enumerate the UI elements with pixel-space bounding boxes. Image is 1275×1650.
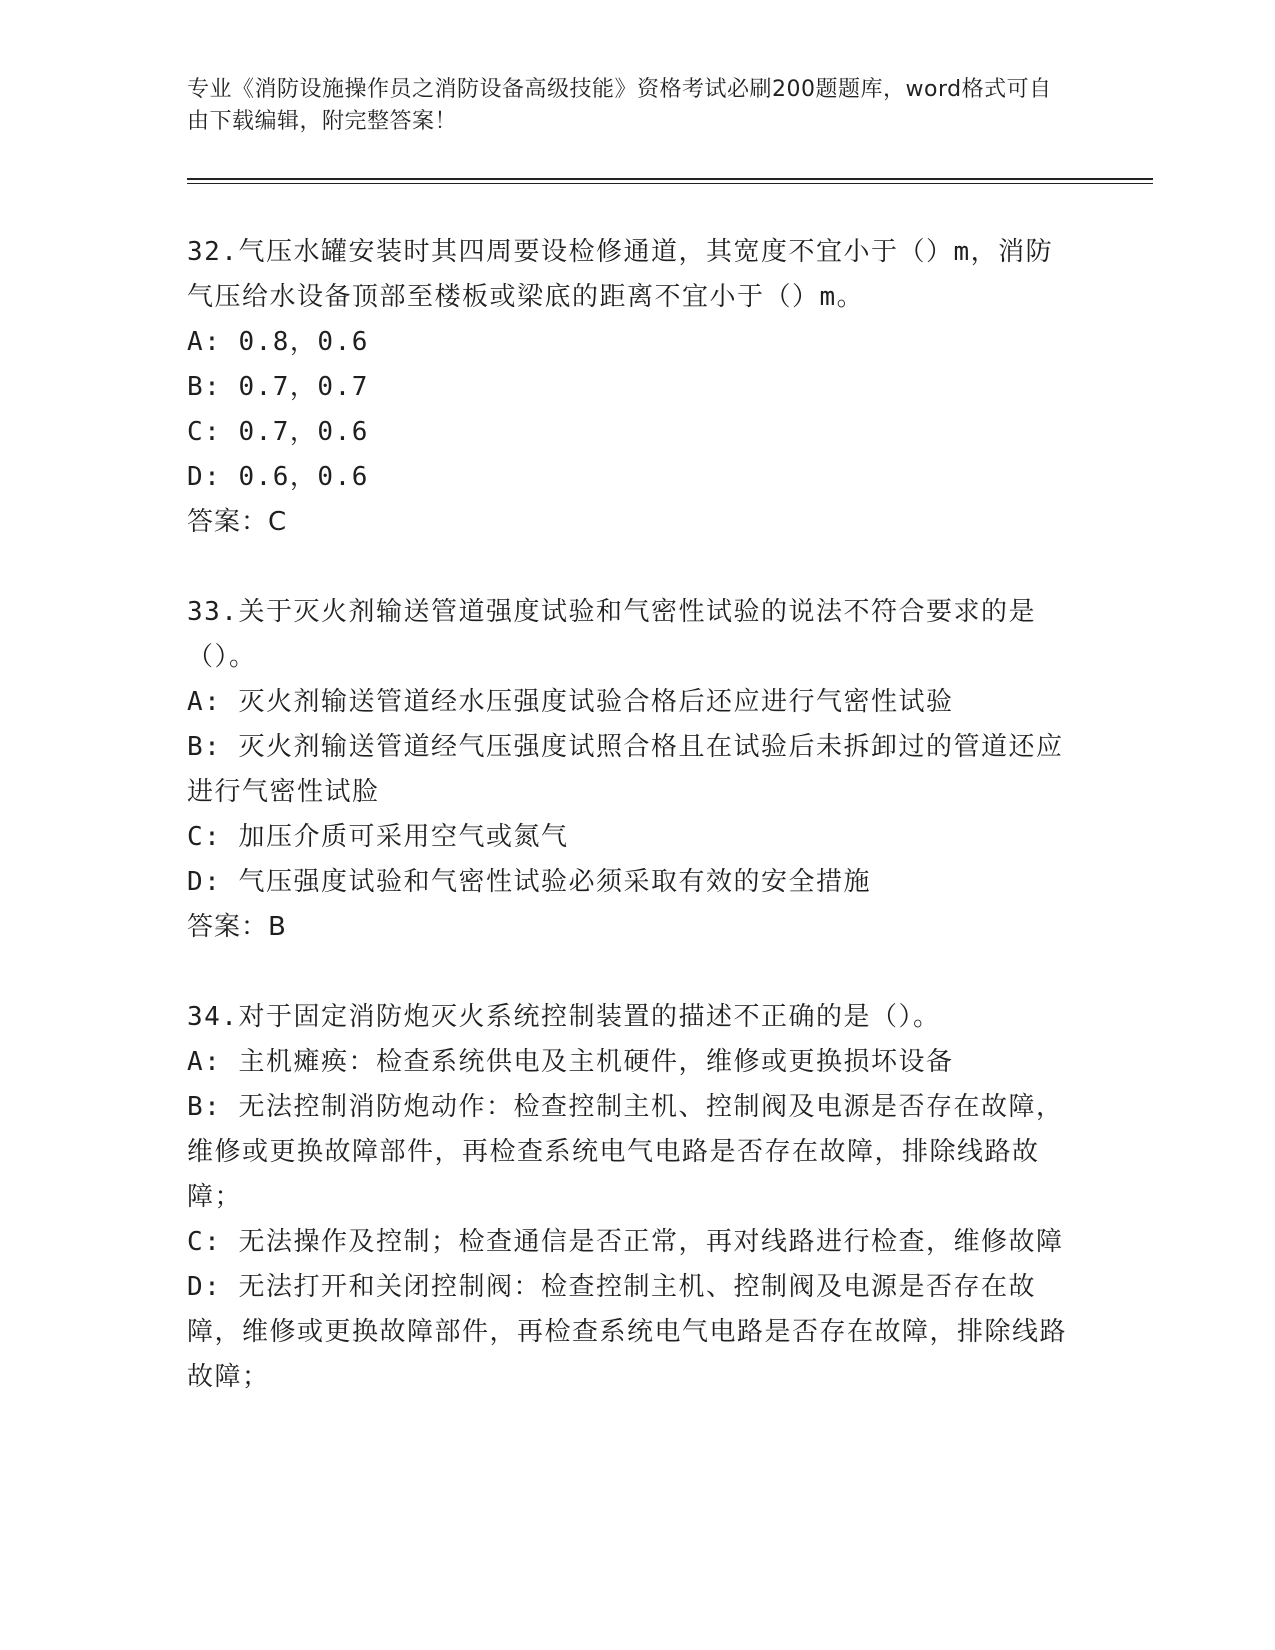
option-c: C: 0.7，0.6 xyxy=(187,417,369,447)
option-b: B: 0.7，0.7 xyxy=(187,372,369,402)
option-a: A: 主机瘫痪：检查系统供电及主机硬件，维修或更换损坏设备 xyxy=(187,1047,954,1077)
question-stem: 33.关于灭火剂输送管道强度试验和气密性试验的说法不符合要求的是（）。 xyxy=(187,597,1036,672)
option-d: D: 无法打开和关闭控制阀：检查控制主机、控制阀及电源是否存在故障，维修或更换故障部件，再检查系统电气电路是否存在故障，排除线路故障； xyxy=(187,1272,1068,1392)
answer: 答案：B xyxy=(187,912,287,942)
header-divider-top xyxy=(187,178,1153,180)
question-34 xyxy=(187,995,1072,1400)
option-d: D: 气压强度试验和气密性试验必须采取有效的安全措施 xyxy=(187,867,871,897)
option-c: C: 加压介质可采用空气或氮气 xyxy=(187,822,569,852)
option-b: B: 无法控制消防炮动作：检查控制主机、控制阀及电源是否存在故障，维修或更换故障部件，再检查系统电气电路是否存在故障，排除线路故障； xyxy=(187,1092,1064,1212)
question-32 xyxy=(187,230,1072,545)
option-a: A: 0.8，0.6 xyxy=(187,327,369,357)
option-d: D: 0.6，0.6 xyxy=(187,462,369,492)
question-33 xyxy=(187,590,1072,950)
answer: 答案：C xyxy=(187,507,288,537)
option-c: C: 无法操作及控制；检查通信是否正常，再对线路进行检查，维修故障 xyxy=(187,1227,1064,1257)
question-list xyxy=(187,230,1072,1400)
question-stem: 34.对于固定消防炮灭火系统控制装置的描述不正确的是（）。 xyxy=(187,1002,941,1032)
question-stem: 32.气压水罐安装时其四周要设检修通道，其宽度不宜小于（）m，消防气压给水设备顶部至楼板或梁底的距离不宜小于（）m。 xyxy=(187,237,1054,312)
document-header: 专业《消防设施操作员之消防设备高级技能》资格考试必刷200题题库，word格式可自由下载编辑，附完整答案！ xyxy=(187,77,1052,134)
option-b: B: 灭火剂输送管道经气压强度试照合格且在试验后未拆卸过的管道还应进行气密性试脸 xyxy=(187,732,1064,807)
header-divider-bottom xyxy=(187,183,1153,184)
option-a: A: 灭火剂输送管道经水压强度试验合格后还应进行气密性试验 xyxy=(187,687,954,717)
